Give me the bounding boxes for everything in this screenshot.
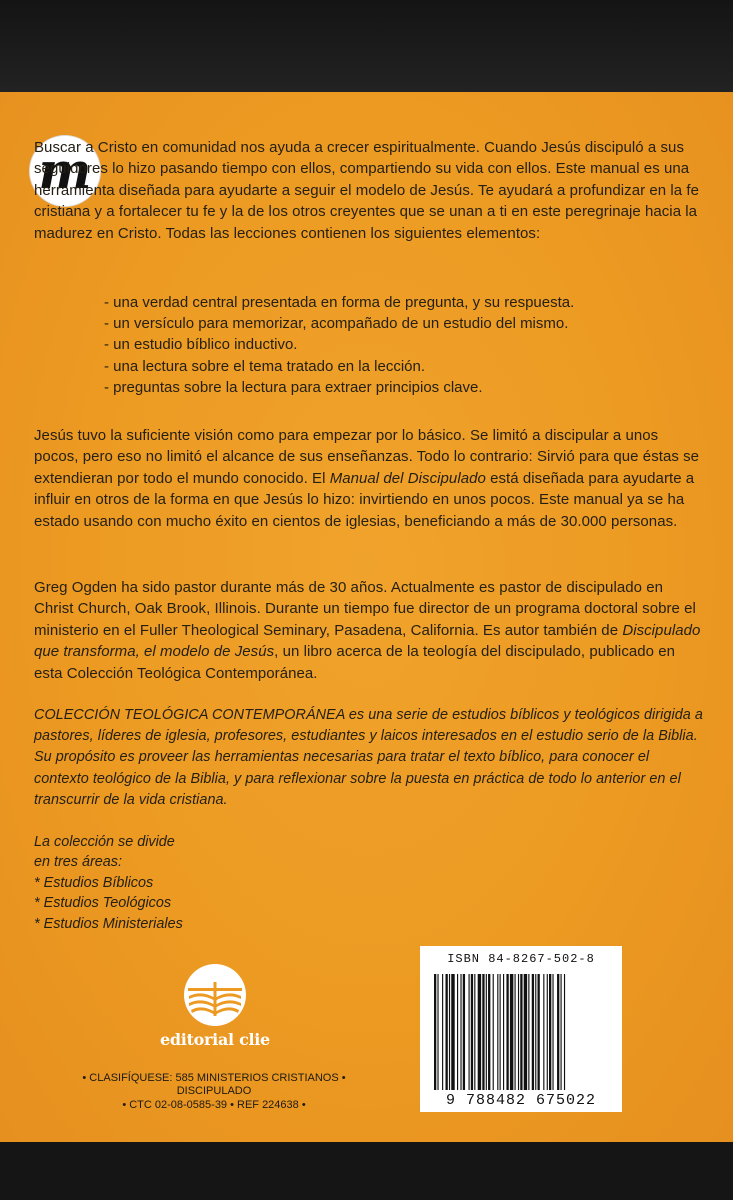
- author-text-after: , un libro acerca de la teología del discipulado, publicado en esta Colección Teológica Contemporánea.: [34, 643, 676, 682]
- isbn-text: ISBN 84-8267-502-8: [447, 952, 595, 966]
- barcode-bar: [557, 974, 559, 1090]
- barcode-bar: [500, 974, 501, 1090]
- barcode-bar: [515, 974, 516, 1090]
- barcode-bar: [497, 974, 498, 1090]
- barcode-bar: [528, 974, 529, 1090]
- barcode-bar: [460, 974, 461, 1090]
- barcode-bar: [442, 974, 443, 1090]
- list-item: - una verdad central presentada en forma de pregunta, y su respuesta.: [104, 294, 575, 311]
- vision-paragraph: [34, 425, 706, 532]
- barcode-bar: [488, 974, 490, 1090]
- barcode-bar: [543, 974, 544, 1090]
- back-cover: [0, 92, 733, 1142]
- barcode-bar: [503, 974, 504, 1090]
- classification-line: DISCIPULADO: [176, 1085, 252, 1098]
- barcode-bar: [446, 974, 448, 1090]
- barcode-bar: [518, 974, 519, 1090]
- author-paragraph: [34, 577, 706, 684]
- area-item: * Estudios Bíblicos: [34, 874, 154, 891]
- author-text-before: Greg Ogden ha sido pastor durante más de 30 años. Actualmente es pastor de discipulado en Christ Church, Oak Brook, Illinois. Durante un tiempo fue director de un programa doctoral sobre el ministerio en el Fuller Theological Seminary, Pasadena, California. Es autor también de: [34, 579, 696, 639]
- barcode-bar: [552, 974, 553, 1090]
- list-item: - una lectura sobre el tema tratado en la lección.: [104, 357, 426, 375]
- bottom-dark-band: [0, 1142, 733, 1200]
- collection-paragraph: COLECCIÓN TEOLÓGICA CONTEMPORÁNEA es una serie de estudios bíblicos y teológicos dirigida a pastores, líderes de iglesia, profesores, estudiantes y laicos interesados en el estudio serio de la Biblia. Su propósito es proveer las herramientas necesarias para tratar el texto bíblico, para conocer el contexto teológico de la Biblia, y para reflexionar sobre la puesta en práctica de todo lo anterior en el transcurrir de la vida cristiana.: [34, 707, 703, 808]
- barcode-label: [420, 946, 622, 1112]
- classification-line: • CLASIFÍQUESE: 585 MINISTERIOS CRISTIANOS •: [82, 1072, 346, 1084]
- barcode-bar: [510, 974, 513, 1090]
- barcode-bar: [471, 974, 473, 1090]
- barcode-bar: [538, 974, 540, 1090]
- open-book-globe-icon: [182, 962, 248, 1028]
- barcode-bar: [520, 974, 522, 1090]
- classification-line: • CTC 02-08-0585-39 • REF 224638 •: [122, 1098, 306, 1111]
- barcode-bar: [457, 974, 458, 1090]
- vision-text-after: está diseñada para ayudarte a influir en otros de la forma en que Jesús lo hizo: invirtiendo en unos pocos. Este manual ya se ha estado usando con mucho éxito en cientos de iglesias, beneficiando a más de 30.000 personas.: [34, 469, 695, 530]
- publisher-name: editorial clie: [160, 1030, 270, 1049]
- barcode-bar: [451, 974, 454, 1090]
- top-dark-band: [0, 0, 733, 92]
- vision-text-before: Jesús tuvo la suficiente visión como para empezar por lo básico. Se limitó a discipular a unos pocos, pero eso no limitó el alcance de sus enseñanzas. Todo lo contrario: Sirvió para que éstas se extendieran por todo el mundo conocido. El: [34, 427, 700, 487]
- barcode-bar: [561, 974, 562, 1090]
- area-item: * Estudios Ministeriales: [34, 915, 183, 932]
- barcode-bar: [463, 974, 465, 1090]
- barcode-bars: [434, 974, 608, 1090]
- list-item: - un versículo para memorizar, acompañado de un estudio del mismo.: [104, 315, 569, 333]
- area-item: * Estudios Teológicos: [34, 895, 172, 912]
- barcode-bar: [549, 974, 551, 1090]
- manual-title: Manual del Discipulado: [329, 469, 486, 487]
- ean-number: 9 788482 675022: [445, 1092, 597, 1109]
- barcode-bar: [564, 974, 565, 1090]
- lesson-elements-list: [104, 292, 574, 398]
- barcode-bar: [547, 974, 548, 1090]
- barcode-bar: [469, 974, 470, 1090]
- barcode-bar: [506, 974, 508, 1090]
- barcode-bar: [493, 974, 494, 1090]
- collection-areas: [34, 832, 183, 934]
- barcode-bar: [524, 974, 527, 1090]
- barcode-bar: [434, 974, 436, 1090]
- barcode-bar: [449, 974, 450, 1090]
- list-item: - un estudio bíblico inductivo.: [104, 336, 298, 354]
- publisher-logo: [150, 962, 280, 1049]
- list-item: - preguntas sobre la lectura para extraer principios clave.: [104, 378, 483, 396]
- areas-intro-line: en tres áreas:: [34, 854, 122, 871]
- intro-paragraph: Buscar a Cristo en comunidad nos ayuda a crecer espiritualmente. Cuando Jesús discipuló a sus seguidores lo hizo pasando tiempo con ellos, compartiendo su vida con ellos. Este manual es una herramienta diseñada para ayudarte a seguir el modelo de Jesús. Te ayudará a profundizar en la fe cristiana y a fortalecer tu fe y la de los otros creyentes que se unan a ti en este peregrinaje hacia la madurez en Cristo. Todas las lecciones contienen los siguientes elementos:: [34, 139, 699, 242]
- areas-intro-line: La colección se divide: [34, 834, 175, 850]
- barcode-bar: [437, 974, 438, 1090]
- barcode-bar: [474, 974, 475, 1090]
- barcode-bar: [486, 974, 487, 1090]
- barcode-bar: [478, 974, 481, 1090]
- barcode-bar: [482, 974, 484, 1090]
- barcode-bar: [532, 974, 534, 1090]
- barcode-bar: [535, 974, 536, 1090]
- classification-block: [34, 1072, 394, 1112]
- other-book-title: Discipulado que transforma, el modelo de Jesús: [34, 621, 701, 661]
- series-logo-letter: m: [38, 141, 92, 200]
